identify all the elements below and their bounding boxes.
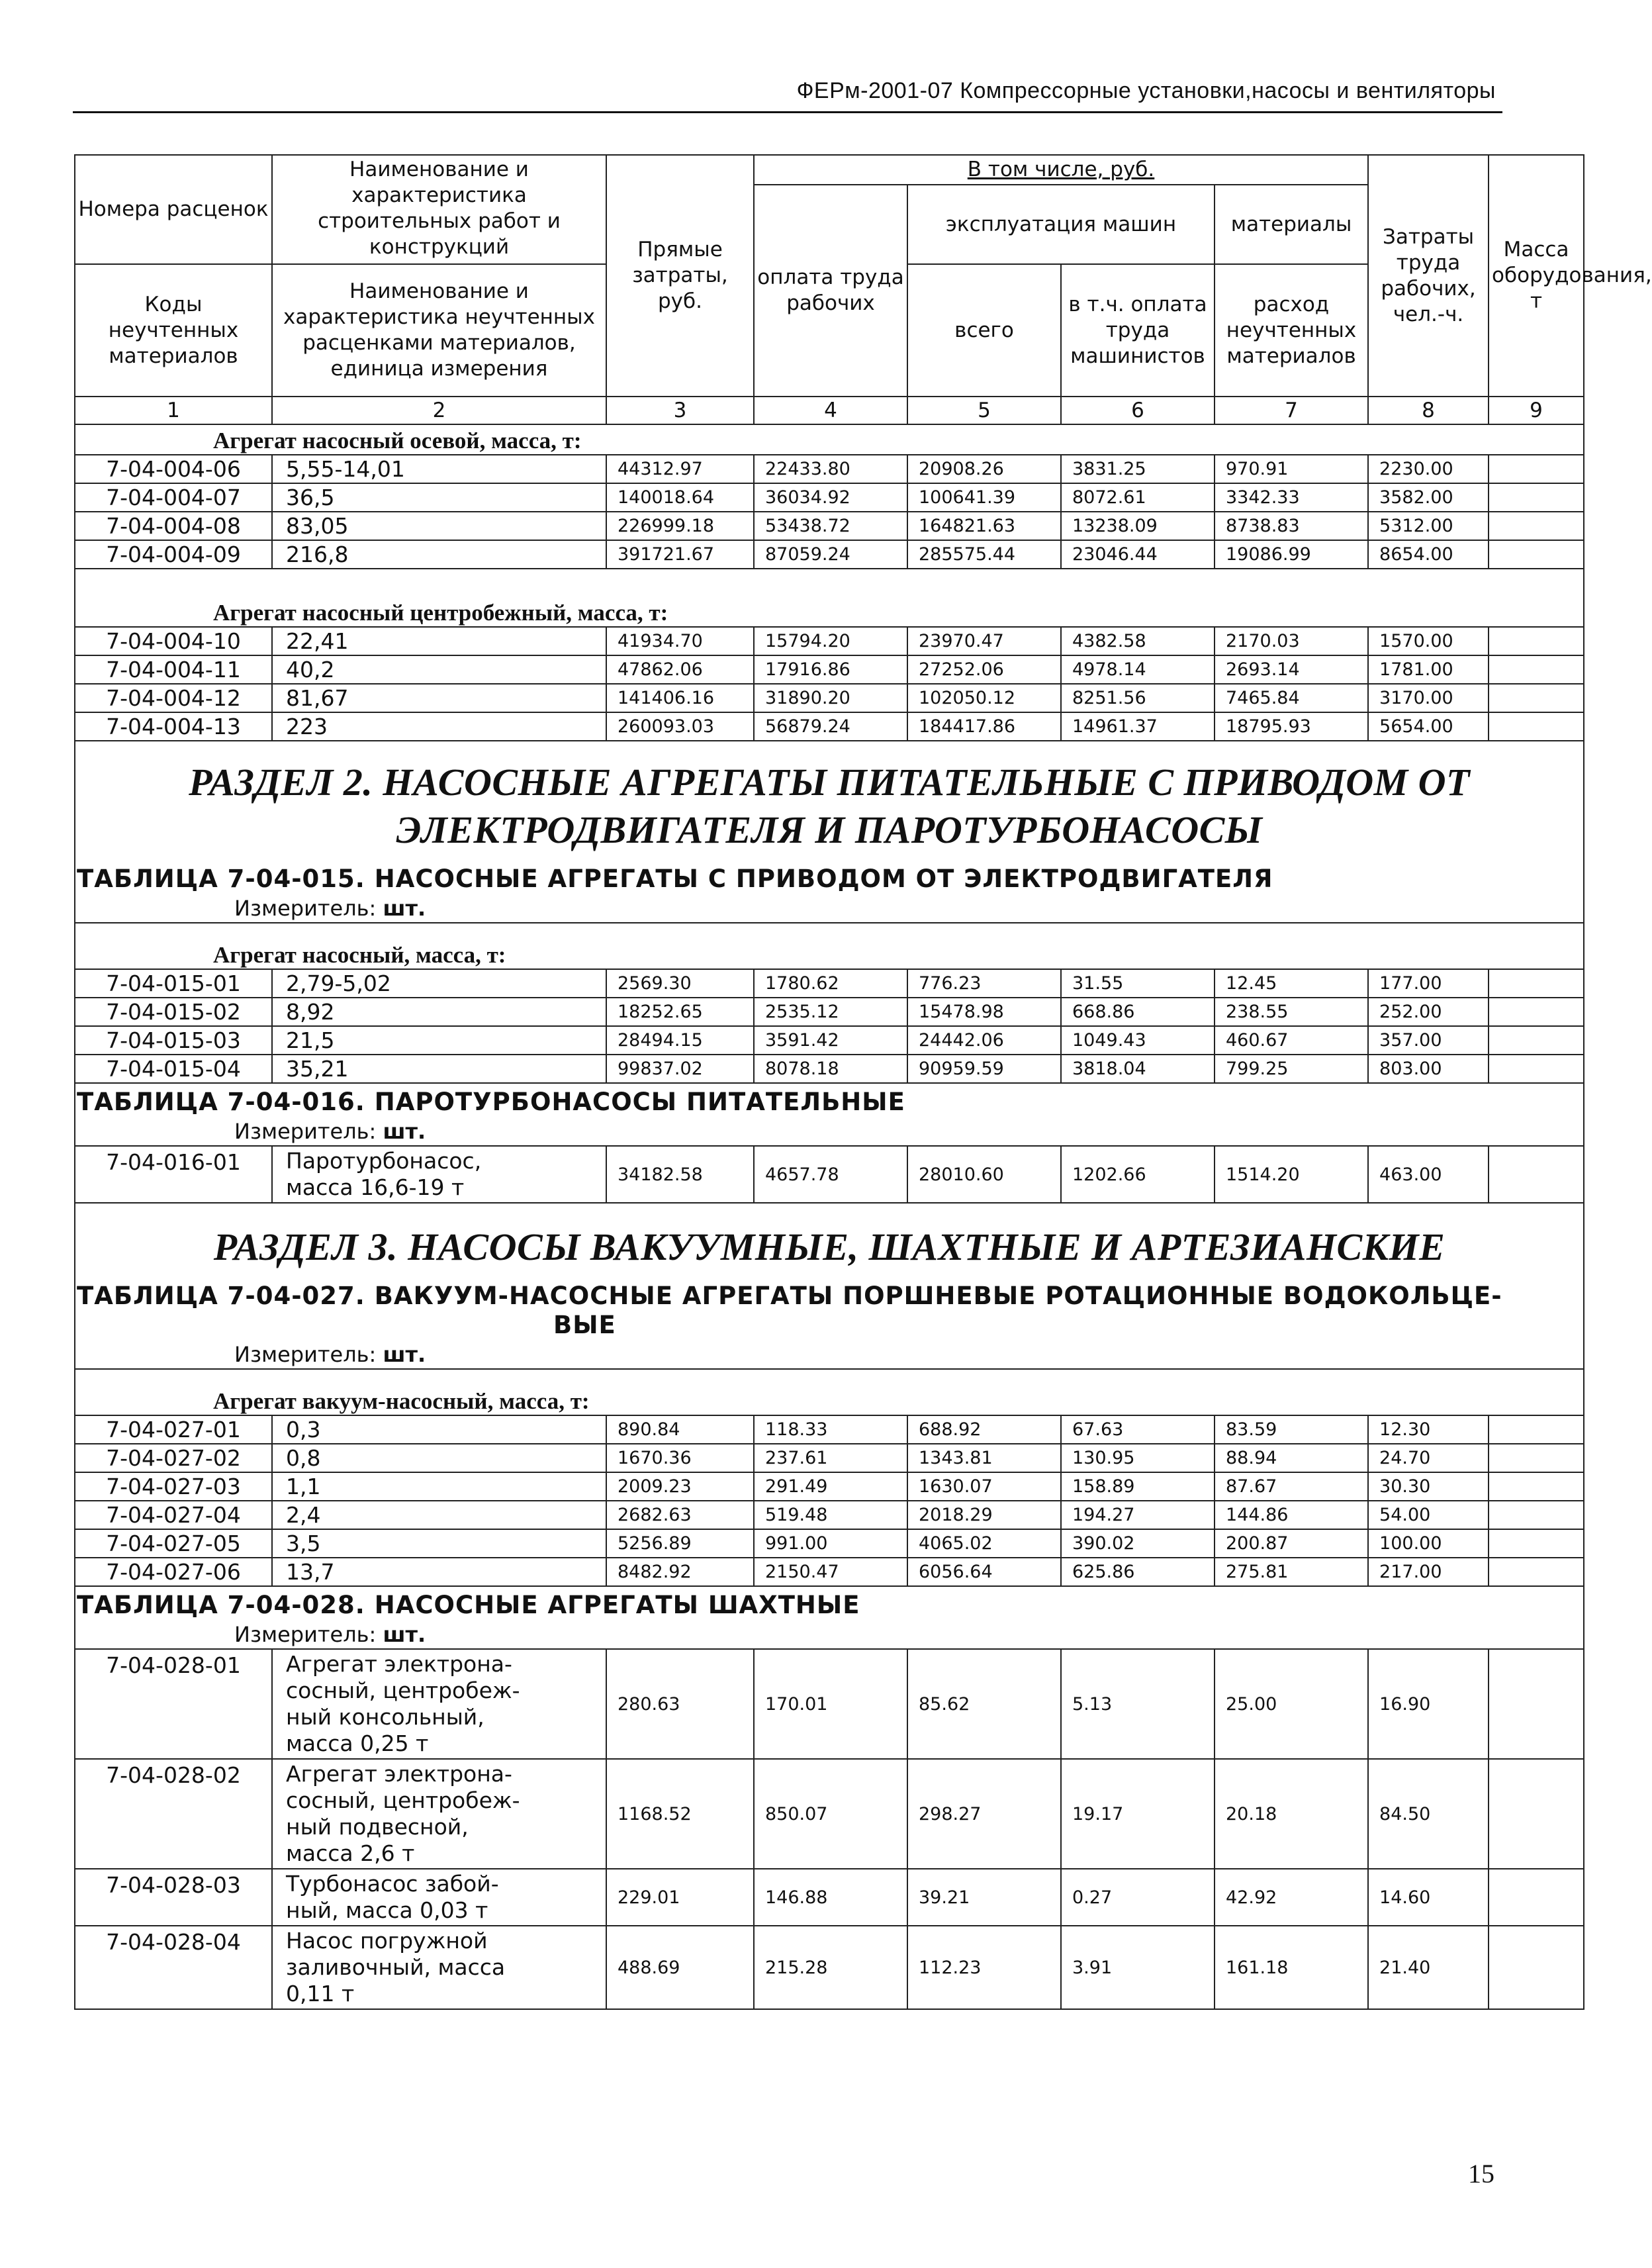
value-hours: 252.00 (1368, 998, 1489, 1026)
value-hours: 357.00 (1368, 1026, 1489, 1055)
value-mat: 161.18 (1215, 1926, 1368, 2009)
value-mach: 6056.64 (907, 1558, 1061, 1586)
rate-code: 7-04-028-03 (75, 1869, 272, 1926)
mass-cell (1489, 1055, 1584, 1083)
table-015-rows (75, 969, 1584, 1083)
table-row (75, 1472, 1584, 1501)
value-mat: 238.55 (1215, 998, 1368, 1026)
header-machines: эксплуатация машин (907, 185, 1215, 264)
header-mass: Масса оборудования, т (1489, 155, 1584, 397)
header-rule (73, 111, 1502, 113)
value-mach: 184417.86 (907, 712, 1061, 741)
value-labor: 2535.12 (754, 998, 907, 1026)
value-mach: 23970.47 (907, 627, 1061, 655)
value-mach-labor: 31.55 (1061, 969, 1215, 998)
value-hours: 3582.00 (1368, 483, 1489, 512)
value-hours: 21.40 (1368, 1926, 1489, 2009)
table-row (75, 455, 1584, 483)
rate-code: 7-04-028-04 (75, 1926, 272, 2009)
rate-code: 7-04-004-07 (75, 483, 272, 512)
value-mach-labor: 8251.56 (1061, 684, 1215, 712)
rate-code: 7-04-027-05 (75, 1529, 272, 1558)
value-direct: 1168.52 (606, 1759, 754, 1869)
value-mach: 27252.06 (907, 655, 1061, 684)
value-labor: 1780.62 (754, 969, 907, 998)
value-mach-labor: 13238.09 (1061, 512, 1215, 540)
header-name: Наименование и характеристика строительных работ и конструкций (272, 155, 606, 264)
mass-cell (1489, 1869, 1584, 1926)
value-direct: 391721.67 (606, 540, 754, 569)
mass-value: 5,55-14,01 (272, 455, 606, 483)
value-mach-labor: 3.91 (1061, 1926, 1215, 2009)
value-mach: 15478.98 (907, 998, 1061, 1026)
group-axial-rows (75, 455, 1584, 569)
value-hours: 803.00 (1368, 1055, 1489, 1083)
value-mat: 7465.84 (1215, 684, 1368, 712)
rate-code: 7-04-027-06 (75, 1558, 272, 1586)
value-mach: 85.62 (907, 1649, 1061, 1759)
value-mat: 12.45 (1215, 969, 1368, 998)
table-016-title: ТАБЛИЦА 7-04-016. ПАРОТУРБОНАСОСЫ ПИТАТЕЛЬНЫЕ (75, 1083, 1584, 1117)
value-labor: 291.49 (754, 1472, 907, 1501)
value-mat: 144.86 (1215, 1501, 1368, 1529)
value-mat: 42.92 (1215, 1869, 1368, 1926)
value-mach: 285575.44 (907, 540, 1061, 569)
mass-cell (1489, 1472, 1584, 1501)
value-labor: 118.33 (754, 1415, 907, 1444)
value-labor: 3591.42 (754, 1026, 907, 1055)
mass-cell (1489, 969, 1584, 998)
rate-code: 7-04-004-12 (75, 684, 272, 712)
value-mach: 2018.29 (907, 1501, 1061, 1529)
mass-cell (1489, 712, 1584, 741)
value-labor: 850.07 (754, 1759, 907, 1869)
mass-cell (1489, 1501, 1584, 1529)
table-027-unit: Измеритель: шт. (75, 1340, 1584, 1369)
value-labor: 519.48 (754, 1501, 907, 1529)
table-row (75, 655, 1584, 684)
table-row (75, 1649, 1584, 1759)
value-mach: 102050.12 (907, 684, 1061, 712)
header-machinist-pay: в т.ч. оплата труда машинистов (1061, 264, 1215, 397)
value-mat: 83.59 (1215, 1415, 1368, 1444)
table-row (75, 1055, 1584, 1083)
value-direct: 99837.02 (606, 1055, 754, 1083)
value-mach-labor: 23046.44 (1061, 540, 1215, 569)
rate-code: 7-04-004-13 (75, 712, 272, 741)
rate-code: 7-04-015-02 (75, 998, 272, 1026)
value-mach: 1343.81 (907, 1444, 1061, 1472)
value-hours: 1781.00 (1368, 655, 1489, 684)
rate-code: 7-04-027-04 (75, 1501, 272, 1529)
mass-cell (1489, 1529, 1584, 1558)
rate-code: 7-04-004-11 (75, 655, 272, 684)
table-row (75, 684, 1584, 712)
mass-cell (1489, 1649, 1584, 1759)
value-mach: 112.23 (907, 1926, 1061, 2009)
mass-value: 83,05 (272, 512, 606, 540)
value-mach: 39.21 (907, 1869, 1061, 1926)
rate-code: 7-04-027-03 (75, 1472, 272, 1501)
value-mach: 776.23 (907, 969, 1061, 998)
mass-value: 81,67 (272, 684, 606, 712)
value-direct: 890.84 (606, 1415, 754, 1444)
rates-table (74, 154, 1652, 2010)
value-labor: 170.01 (754, 1649, 907, 1759)
table-027-title: ТАБЛИЦА 7-04-027. ВАКУУМ-НАСОСНЫЕ АГРЕГАТЫ ПОРШНЕВЫЕ РОТАЦИОННЫЕ ВОДОКОЛЬЦЕ- ВЫЕ (75, 1278, 1584, 1340)
header-including: В том числе, руб. (754, 155, 1368, 185)
table-015-unit: Измеритель: шт. (75, 894, 1584, 923)
value-labor: 56879.24 (754, 712, 907, 741)
value-mach-labor: 130.95 (1061, 1444, 1215, 1472)
mass-value: 3,5 (272, 1529, 606, 1558)
value-mat: 18795.93 (1215, 712, 1368, 741)
table-027-rows (75, 1415, 1584, 1586)
value-direct: 141406.16 (606, 684, 754, 712)
value-direct: 140018.64 (606, 483, 754, 512)
value-direct: 8482.92 (606, 1558, 754, 1586)
value-mach-labor: 625.86 (1061, 1558, 1215, 1586)
work-name: Насос погружной заливочный, масса 0,11 т (272, 1926, 606, 2009)
value-mach: 100641.39 (907, 483, 1061, 512)
table-row (75, 969, 1584, 998)
mass-cell (1489, 655, 1584, 684)
value-mach-labor: 4978.14 (1061, 655, 1215, 684)
value-hours: 54.00 (1368, 1501, 1489, 1529)
value-hours: 100.00 (1368, 1529, 1489, 1558)
value-direct: 2682.63 (606, 1501, 754, 1529)
table-row (75, 1869, 1584, 1926)
value-direct: 44312.97 (606, 455, 754, 483)
mass-value: 8,92 (272, 998, 606, 1026)
table-027-group: Агрегат вакуум-насосный, масса, т: (75, 1369, 1584, 1415)
value-mat: 200.87 (1215, 1529, 1368, 1558)
value-mach-labor: 3818.04 (1061, 1055, 1215, 1083)
table-row (75, 1444, 1584, 1472)
value-direct: 47862.06 (606, 655, 754, 684)
value-hours: 1570.00 (1368, 627, 1489, 655)
table-row (75, 483, 1584, 512)
value-mach: 24442.06 (907, 1026, 1061, 1055)
value-mach-labor: 194.27 (1061, 1501, 1215, 1529)
running-head: ФЕРм-2001-07 Компрессорные установки,насосы и вентиляторы (796, 78, 1496, 103)
value-hours: 3170.00 (1368, 684, 1489, 712)
value-direct: 2569.30 (606, 969, 754, 998)
value-hours: 8654.00 (1368, 540, 1489, 569)
mass-cell (1489, 483, 1584, 512)
value-mach: 4065.02 (907, 1529, 1061, 1558)
table-row (75, 1415, 1584, 1444)
mass-cell (1489, 512, 1584, 540)
mass-cell (1489, 1926, 1584, 2009)
rate-code: 7-04-027-01 (75, 1415, 272, 1444)
value-direct: 1670.36 (606, 1444, 754, 1472)
table-row (75, 1026, 1584, 1055)
mass-cell (1489, 627, 1584, 655)
header-labor-hours: Затраты труда рабочих, чел.-ч. (1368, 155, 1489, 397)
value-mach: 164821.63 (907, 512, 1061, 540)
value-labor: 17916.86 (754, 655, 907, 684)
value-direct: 41934.70 (606, 627, 754, 655)
table-row (75, 1558, 1584, 1586)
value-direct: 5256.89 (606, 1529, 754, 1558)
value-direct: 28494.15 (606, 1026, 754, 1055)
header-material-codes: Коды неучтенных материалов (75, 264, 272, 397)
rate-code: 7-04-015-03 (75, 1026, 272, 1055)
value-mach-labor: 158.89 (1061, 1472, 1215, 1501)
value-mat: 3342.33 (1215, 483, 1368, 512)
value-labor: 8078.18 (754, 1055, 907, 1083)
table-row (75, 540, 1584, 569)
value-mat: 25.00 (1215, 1649, 1368, 1759)
value-labor: 31890.20 (754, 684, 907, 712)
mass-cell (1489, 540, 1584, 569)
table-row (75, 1759, 1584, 1869)
value-direct: 2009.23 (606, 1472, 754, 1501)
mass-cell (1489, 1026, 1584, 1055)
value-hours: 2230.00 (1368, 455, 1489, 483)
value-direct: 229.01 (606, 1869, 754, 1926)
table-016-unit: Измеритель: шт. (75, 1117, 1584, 1146)
rate-code: 7-04-027-02 (75, 1444, 272, 1472)
table-row (75, 712, 1584, 741)
mass-value: 13,7 (272, 1558, 606, 1586)
value-mach-labor: 390.02 (1061, 1529, 1215, 1558)
value-labor: 991.00 (754, 1529, 907, 1558)
value-mach-labor: 67.63 (1061, 1415, 1215, 1444)
table-row: 7-04-016-01 Паротурбонасос, масса 16,6-19 т 34182.58 4657.78 28010.60 1202.66 1514.20 463.00 (75, 1146, 1584, 1203)
mass-cell (1489, 684, 1584, 712)
value-mat: 2170.03 (1215, 627, 1368, 655)
value-mach: 298.27 (907, 1759, 1061, 1869)
value-mat: 87.67 (1215, 1472, 1368, 1501)
header-machines-total: всего (907, 264, 1061, 397)
work-name: Агрегат электрона- сосный, центробеж- ный консольный, масса 0,25 т (272, 1649, 606, 1759)
value-direct: 18252.65 (606, 998, 754, 1026)
table-row (75, 627, 1584, 655)
group-title-centrifugal: Агрегат насосный центробежный, масса, т: (75, 569, 1584, 627)
value-mach: 1630.07 (907, 1472, 1061, 1501)
work-name: Турбонасос забой- ный, масса 0,03 т (272, 1869, 606, 1926)
mass-value: 2,4 (272, 1501, 606, 1529)
value-mach: 90959.59 (907, 1055, 1061, 1083)
value-direct: 280.63 (606, 1649, 754, 1759)
rate-code: 7-04-004-09 (75, 540, 272, 569)
value-hours: 177.00 (1368, 969, 1489, 998)
mass-value: 22,41 (272, 627, 606, 655)
value-mat: 970.91 (1215, 455, 1368, 483)
value-labor: 22433.80 (754, 455, 907, 483)
value-mach-labor: 14961.37 (1061, 712, 1215, 741)
mass-value: 35,21 (272, 1055, 606, 1083)
table-028-unit: Измеритель: шт. (75, 1620, 1584, 1649)
value-labor: 2150.47 (754, 1558, 907, 1586)
value-hours: 16.90 (1368, 1649, 1489, 1759)
header-worker-pay: оплата труда рабочих (754, 185, 907, 397)
value-mach: 688.92 (907, 1415, 1061, 1444)
group-title-axial: Агрегат насосный осевой, масса, т: (75, 424, 1584, 455)
rate-code: 7-04-004-10 (75, 627, 272, 655)
value-mach-labor: 3831.25 (1061, 455, 1215, 483)
rate-code: 7-04-015-01 (75, 969, 272, 998)
section-3-title: РАЗДЕЛ 3. НАСОСЫ ВАКУУМНЫЕ, ШАХТНЫЕ И АРТЕЗИАНСКИЕ (75, 1203, 1584, 1278)
page-number: 15 (1468, 2159, 1494, 2189)
mass-cell (1489, 998, 1584, 1026)
work-name: Агрегат электрона- сосный, центробеж- ный подвесной, масса 2,6 т (272, 1759, 606, 1869)
table-row (75, 512, 1584, 540)
value-direct: 260093.03 (606, 712, 754, 741)
value-hours: 84.50 (1368, 1759, 1489, 1869)
value-mach-labor: 8072.61 (1061, 483, 1215, 512)
mass-cell (1489, 1759, 1584, 1869)
mass-value: 36,5 (272, 483, 606, 512)
value-labor: 87059.24 (754, 540, 907, 569)
value-mach: 20908.26 (907, 455, 1061, 483)
value-mat: 8738.83 (1215, 512, 1368, 540)
mass-value: 40,2 (272, 655, 606, 684)
value-mach-labor: 4382.58 (1061, 627, 1215, 655)
table-015-group: Агрегат насосный, масса, т: (75, 923, 1584, 969)
value-mat: 19086.99 (1215, 540, 1368, 569)
header-direct-costs: Прямые затраты, руб. (606, 155, 754, 397)
value-mach-labor: 0.27 (1061, 1869, 1215, 1926)
mass-value: 2,79-5,02 (272, 969, 606, 998)
value-mat: 20.18 (1215, 1759, 1368, 1869)
value-mach-labor: 19.17 (1061, 1759, 1215, 1869)
table-row (75, 1529, 1584, 1558)
value-labor: 146.88 (754, 1869, 907, 1926)
mass-value: 0,3 (272, 1415, 606, 1444)
header-material-name: Наименование и характеристика неучтенных расценками материалов, единица измерения (272, 264, 606, 397)
value-hours: 24.70 (1368, 1444, 1489, 1472)
header-materials: материалы (1215, 185, 1368, 264)
mass-cell (1489, 455, 1584, 483)
value-mach-labor: 1049.43 (1061, 1026, 1215, 1055)
mass-cell (1489, 1558, 1584, 1586)
value-hours: 5654.00 (1368, 712, 1489, 741)
mass-value: 0,8 (272, 1444, 606, 1472)
value-mat: 275.81 (1215, 1558, 1368, 1586)
mass-value: 1,1 (272, 1472, 606, 1501)
rate-code: 7-04-004-06 (75, 455, 272, 483)
value-mat: 460.67 (1215, 1026, 1368, 1055)
rate-code: 7-04-028-02 (75, 1759, 272, 1869)
value-mach-labor: 668.86 (1061, 998, 1215, 1026)
mass-value: 21,5 (272, 1026, 606, 1055)
value-labor: 36034.92 (754, 483, 907, 512)
value-labor: 237.61 (754, 1444, 907, 1472)
rate-code: 7-04-028-01 (75, 1649, 272, 1759)
value-hours: 30.30 (1368, 1472, 1489, 1501)
value-hours: 12.30 (1368, 1415, 1489, 1444)
table-015-title: ТАБЛИЦА 7-04-015. НАСОСНЫЕ АГРЕГАТЫ С ПРИВОДОМ ОТ ЭЛЕКТРОДВИГАТЕЛЯ (75, 861, 1584, 894)
column-numbers: 1 2 3 4 5 6 7 8 9 (75, 397, 1584, 424)
value-hours: 5312.00 (1368, 512, 1489, 540)
value-mat: 2693.14 (1215, 655, 1368, 684)
group-centrifugal-rows (75, 627, 1584, 741)
value-hours: 217.00 (1368, 1558, 1489, 1586)
rate-code: 7-04-015-04 (75, 1055, 272, 1083)
value-mat: 88.94 (1215, 1444, 1368, 1472)
table-row (75, 1501, 1584, 1529)
mass-cell (1489, 1415, 1584, 1444)
rate-code: 7-04-004-08 (75, 512, 272, 540)
header-codes: Номера расценок (75, 155, 272, 264)
table-028-title: ТАБЛИЦА 7-04-028. НАСОСНЫЕ АГРЕГАТЫ ШАХТНЫЕ (75, 1586, 1584, 1620)
value-labor: 15794.20 (754, 627, 907, 655)
mass-value: 216,8 (272, 540, 606, 569)
table-row (75, 1926, 1584, 2009)
header-unaccounted-materials: расход неучтенных материалов (1215, 264, 1368, 397)
value-mat: 799.25 (1215, 1055, 1368, 1083)
value-labor: 53438.72 (754, 512, 907, 540)
value-labor: 215.28 (754, 1926, 907, 2009)
value-direct: 226999.18 (606, 512, 754, 540)
mass-cell (1489, 1444, 1584, 1472)
section-2-title: РАЗДЕЛ 2. НАСОСНЫЕ АГРЕГАТЫ ПИТАТЕЛЬНЫЕ С ПРИВОДОМ ОТ ЭЛЕКТРОДВИГАТЕЛЯ И ПАРОТУРБОНАСОСЫ (75, 741, 1584, 861)
table-028-rows (75, 1649, 1584, 2009)
value-direct: 488.69 (606, 1926, 754, 2009)
table-row (75, 998, 1584, 1026)
value-hours: 14.60 (1368, 1869, 1489, 1926)
value-mach-labor: 5.13 (1061, 1649, 1215, 1759)
mass-value: 223 (272, 712, 606, 741)
